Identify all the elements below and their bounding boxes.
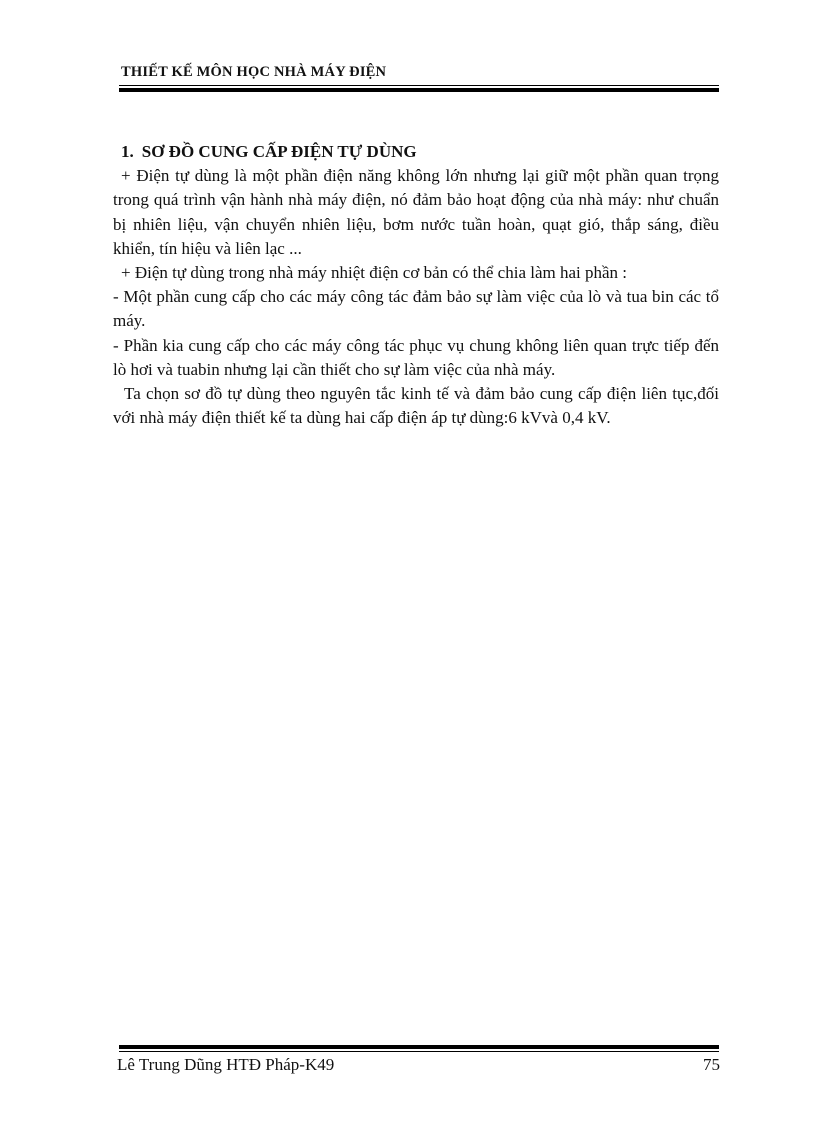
- footer-rule-thick: [119, 1045, 719, 1049]
- paragraph-intro: + Điện tự dùng là một phần điện năng không lớn nhưng lại giữ một phần quan trọng trong quá trình vận hành nhà máy điện, nó đảm bảo hoạt động của nhà máy: như chuẩn bị nhiên liệu, vận chuyển nhiên liệu, bơm nước tuần hoàn, quạt gió, thắp sáng, điều khiển, tín hiệu và liên lạc ...: [113, 166, 719, 258]
- section-title: SƠ ĐỒ CUNG CẤP ĐIỆN TỰ DÙNG: [141, 142, 417, 161]
- paragraph-conclusion: Ta chọn sơ đồ tự dùng theo nguyên tắc kinh tế và đảm bảo cung cấp điện liên tục,đối với nhà máy điện thiết kế ta dùng hai cấp điện áp tự dùng:6 kVvà 0,4 kV.: [113, 384, 719, 428]
- page-number: 75: [703, 1055, 720, 1074]
- footer-author: Lê Trung Dũng HTĐ Pháp-K49: [117, 1055, 335, 1074]
- page-content: [113, 140, 719, 430]
- header-title: THIẾT KẾ MÔN HỌC NHÀ MÁY ĐIỆN: [121, 64, 387, 80]
- header-rule-thin: [119, 85, 719, 86]
- paragraph-part-two: - Phần kia cung cấp cho các máy công tác phục vụ chung không liên quan trực tiếp đến lò hơi và tuabin nhưng lại cần thiết cho sự làm việc của nhà máy.: [113, 335, 719, 379]
- section-heading: [121, 140, 719, 164]
- paragraph-division: + Điện tự dùng trong nhà máy nhiệt điện cơ bản có thể chia làm hai phần :: [121, 263, 628, 283]
- paragraph-part-one: - Một phần cung cấp cho các máy công tác đảm bảo sự làm việc của lò và tua bin các tổ máy.: [113, 287, 719, 331]
- footer-rule-thin: [119, 1051, 719, 1052]
- section-number: 1.: [121, 142, 134, 161]
- header-rule-thick: [119, 88, 719, 92]
